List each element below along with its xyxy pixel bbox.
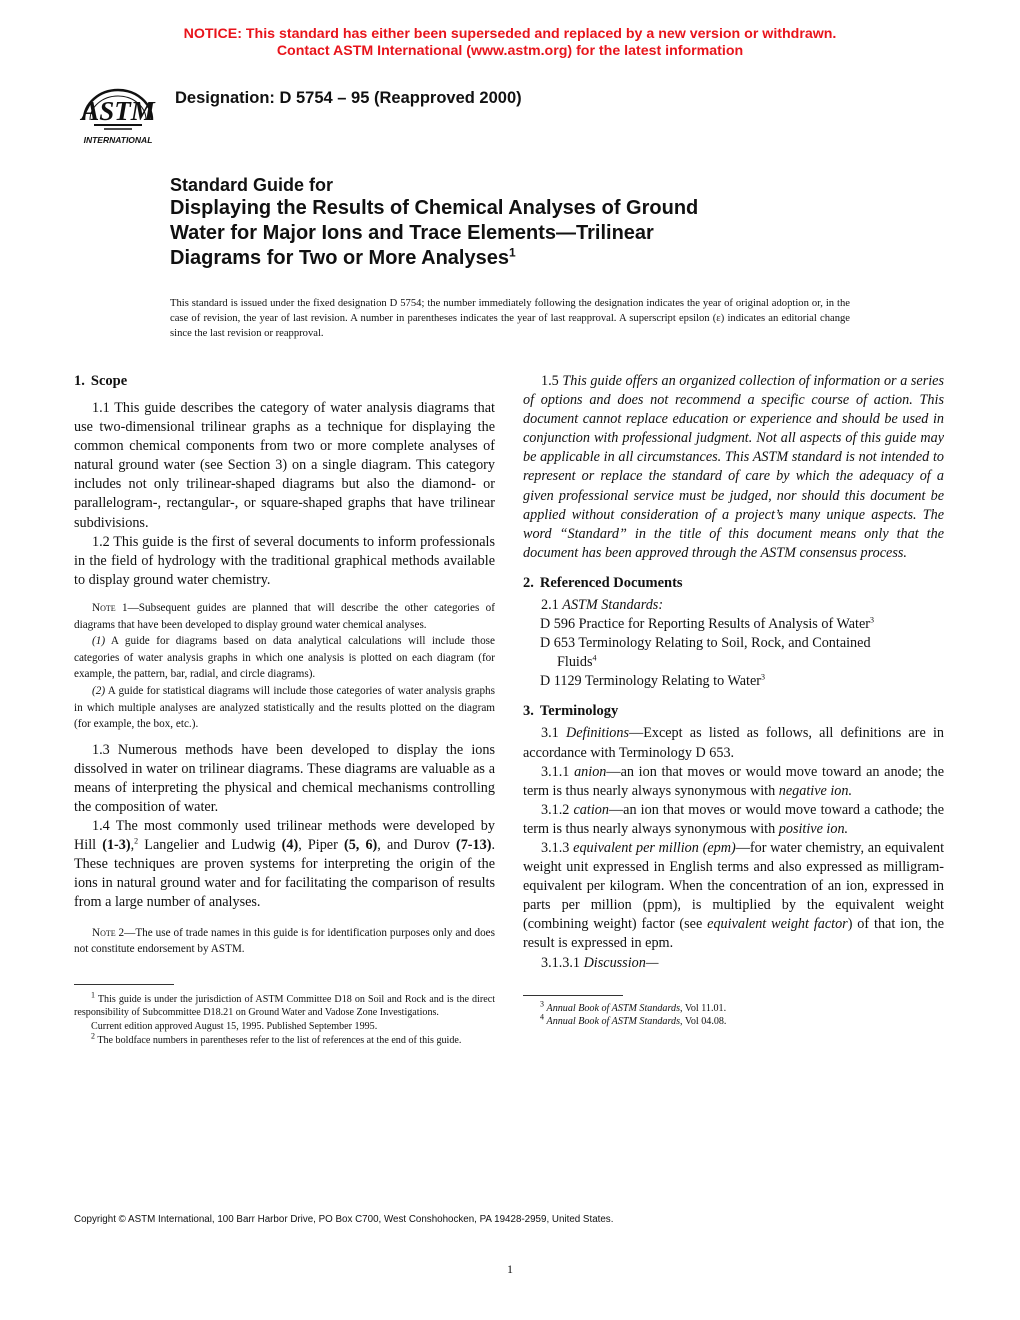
title-line-1: Displaying the Results of Chemical Analyses of Ground <box>170 197 699 219</box>
para-1-1: 1.1 This guide describes the category of water analysis diagrams that use two-dimensional trilinear graphs as a technique for displaying the common chemical components from two or more complete analyses of natural ground water (see Section 3) on a single diagram. This category includes not only trilinear-shaped diagrams but also the diamond- or parallelogram-, rectangular-, or square-shaped graphs that have trilinear subdivisions. <box>74 400 495 531</box>
section-2-heading: 2. Referenced Documents <box>523 574 683 591</box>
logo-mark-text: ASTM <box>81 96 155 126</box>
astm-logo-mark <box>74 76 162 150</box>
right-column <box>523 372 944 1029</box>
footnote-1: $^1$ This guide is under the jurisdiction of ASTM Committee D18 on Soil and Rock and is the direct responsibility of Subcommittee D18.21 on Ground Water and Vadose Zone Investigations. <box>74 990 495 1019</box>
para-3-1-3: 3.1.3 equivalent per million (epm)—for water chemistry, an equivalent weight unit expressed in English terms and also expressed as milligram-equivalent per kilogram. When the concentration of an ion, expressed in parts per million (ppm), is multiplied by the equivalent weight (combining weight) factor (see equivalent weight factor) of that ion, the result is expressed in epm. <box>523 839 945 952</box>
para-3-1-1: 3.1.1 anion—an ion that moves or would move toward an anode; the term is thus nearly always synonymous with negative ion. <box>523 763 944 799</box>
reference-d653: D 653 Terminology Relating to Soil, Rock, and Contained Fluids$^4$ <box>540 635 871 671</box>
notice-line-2: Contact ASTM International (www.astm.org) for the latest information <box>276 43 744 59</box>
para-2-1: 2.1 ASTM Standards: <box>541 596 664 613</box>
title-footnote-mark: 1 <box>508 245 516 260</box>
note-1-item-1: (1) A guide for diagrams based on data analytical calculations will include those categories of water analysis graphs in which one analysis is plotted on each diagram (for example, the pattern, bar, radial, and circle diagrams). <box>74 635 495 681</box>
footnote-2: $^2$ The boldface numbers in parentheses refer to the list of references at the end of this guide. <box>91 1031 462 1046</box>
logo-caption: INTERNATIONAL <box>83 135 153 145</box>
para-3-1: 3.1 Definitions—Except as listed as follows, all definitions are in accordance with Terminology D 653. <box>523 725 945 761</box>
note-1-item-2: (2) A guide for statistical diagrams will include those categories of water analysis graphs in which multiple analyses are analyzed statistically and the results plotted on the diagram (for example, the box, etc.). <box>74 684 495 731</box>
para-3-1-2: 3.1.2 cation—an ion that moves or would move toward a cathode; the term is thus nearly always synonymous with positive ion. <box>523 801 945 837</box>
document-title <box>170 174 870 271</box>
section-1-heading: 1. Scope <box>74 373 128 389</box>
para-1-5: 1.5 This guide offers an organized collection of information or a series of options and does not recommend a specific course of action. This document cannot replace education or experience and should be used in conjunction with professional judgment. Not all aspects of this guide may be applicable in all circumstances. This ASTM standard is not intended to represent or replace the standard of care by which the adequacy of a given professional service must be judged, nor should this document be applied without consideration of a project’s many unique aspects. The word “Standard” in the title of this document means only that the document has been approved through the ASTM consensus process. <box>523 373 945 561</box>
notice-line-1: NOTICE: This standard has either been superseded and replaced by a new version or withdrawn. <box>183 26 837 42</box>
note-2: Note 2—The use of trade names in this guide is for identification purposes only and does not constitute endorsement by ASTM. <box>74 926 495 956</box>
note-1: Note 1—Subsequent guides are planned that will describe the other categories of diagrams that have been developed to display ground water chemical analyses. <box>74 601 495 631</box>
issuance-note: This standard is issued under the fixed designation D 5754; the number immediately following the designation indicates the year of original adoption or, in the case of revision, the year of last revision. A number in parentheses indicates the year of last reapproval. A superscript epsilon (ε) indicates an editorial change since the last revision or reapproval. <box>170 298 850 339</box>
para-1-4: 1.4 The most commonly used trilinear methods were developed by Hill (1-3),$^2$ Langelier and Ludwig (4), Piper (5, 6), and Durov (7-13). These techniques are proven systems for interpreting the origin of the ions in natural ground water and for facilitating the comparison of results from a large number of analyses. <box>74 818 495 911</box>
reference-d596: D 596 Practice for Reporting Results of Analysis of Water$^3$ <box>540 615 874 633</box>
para-1-3: 1.3 Numerous methods have been developed to display the ions dissolved in water on trilinear diagrams. These diagrams are valuable as a means of interpreting the physical and chemical mechanisms controlling the composition of water. <box>74 741 495 815</box>
footnote-4: $^4$ Annual Book of ASTM Standards, Vol 04.08. <box>540 1012 727 1028</box>
para-3-1-3-1: 3.1.3.1 Discussion— <box>541 954 659 971</box>
copyright: Copyright © ASTM International, 100 Barr Harbor Drive, PO Box C700, West Conshohocken, PA 19428-2959, United States. <box>74 1214 614 1225</box>
section-3-heading: 3. Terminology <box>523 703 619 720</box>
footnote-3: $^3$ Annual Book of ASTM Standards, Vol 11.01. <box>540 999 727 1014</box>
left-column <box>74 372 495 1047</box>
para-1-2: 1.2 This guide is the first of several documents to inform professionals in the field of hydrology with the traditional graphical methods available to display ground water chemistry. <box>74 533 495 588</box>
withdrawal-notice <box>0 26 1020 60</box>
title-line-3: Diagrams for Two or More Analyses$^1$ <box>170 245 516 269</box>
designation: Designation: D 5754 – 95 (Reapproved 2000) <box>175 89 522 107</box>
title-line-2: Water for Major Ions and Trace Elements—Trilinear <box>170 222 654 244</box>
reference-d1129: D 1129 Terminology Relating to Water$^3$ <box>540 672 766 690</box>
astm-logo <box>74 76 162 150</box>
page-number: 1 <box>507 1262 513 1276</box>
title-prefix: Standard Guide for <box>170 175 334 195</box>
footnote-1-edition: Current edition approved August 15, 1995. Published September 1995. <box>91 1020 378 1032</box>
